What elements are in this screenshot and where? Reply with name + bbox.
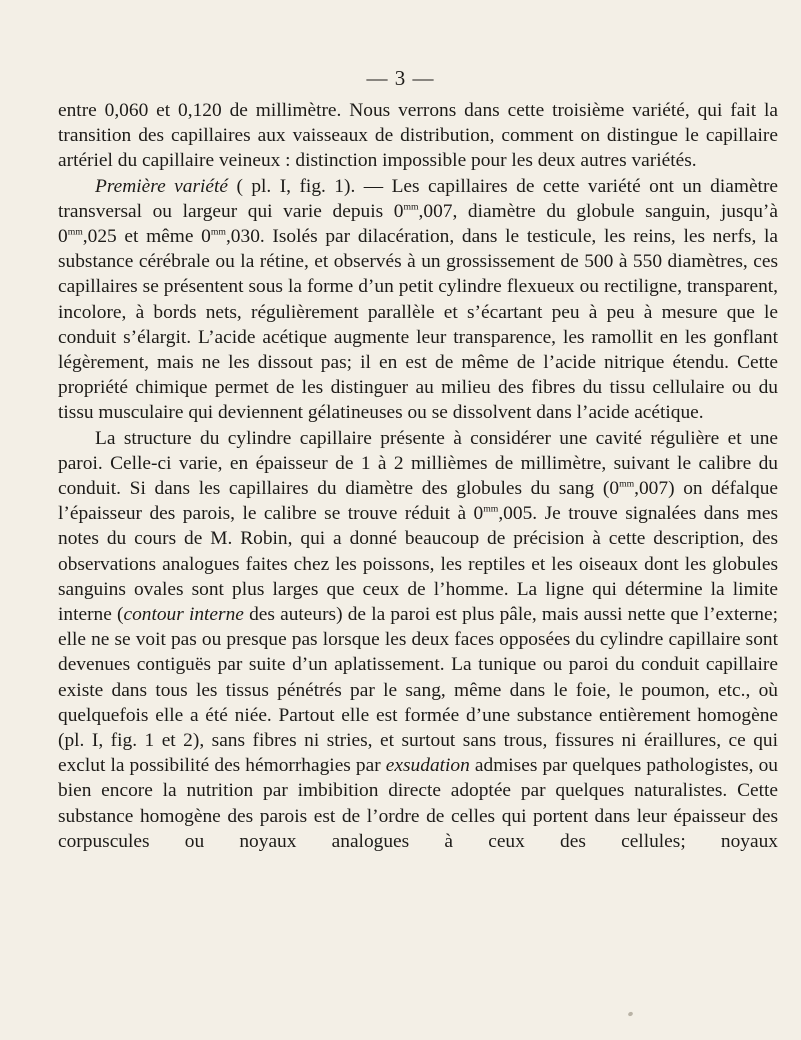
text-run: ,007, diamètre du globule sanguin, jusqu’à 0 — [58, 200, 778, 248]
superscript-run: mm — [619, 478, 635, 490]
superscript-run: mm — [483, 503, 499, 515]
text-run: ,030. Isolés par dilacération, dans le testicule, les reins, les nerfs, la substance cérébrale ou la rétine, et observés à un grossissement de 500 à 550 diamètres, ces capillaires se présentent sous la forme d’un petit cylindre flexueux ou rectiligne, transparent, incolore, à bords nets, régulièrement parallèle et s’écartant peu à peu à mesure que le conduit s’élargit. L’acide acétique augmente leur transparence, les ramollit en les gonflant légèrement, mais ne les dissout pas; il en est de même de l’acide nitrique étendu. Cette propriété chimique permet de les distinguer au milieu des fibres du tissu cellulaire ou du tissu musculaire qui deviennent gélatineuses ou se dissolvent dans l’acide acétique. — [58, 226, 778, 424]
superscript-run: mm — [67, 226, 83, 238]
text-run: des auteurs) de la paroi est plus pâle, mais aussi nette que l’externe; elle ne se voit pas ou presque pas lorsque les deux faces opposées du cylindre capillaire sont devenues contiguës par suite d’un aplatissement. La tunique ou paroi du conduit capillaire existe dans tous les tissus pénétrés par le sang, même dans le foie, le poumon, etc., où quelquefois elle a été niée. Partout elle est formée d’une substance entièrement homogène (pl. I, fig. 1 et 2), sans fibres ni stries, et surtout sans trous, fissures ni éraillures, ce qui exclut la possibilité des hémorrhagies par — [58, 604, 778, 777]
text-run: entre 0,060 et 0,120 de millimètre. Nous verrons dans cette troisième variété, qui fait la transition des capillaires aux vaisseaux de distribution, comment on distingue le capillaire artériel du capillaire veineux : distinction impossible pour les deux autres variétés. — [58, 100, 778, 172]
paragraph — [58, 98, 778, 174]
page-number: — 3 — — [366, 66, 435, 90]
text-run: admises par quelques pathologistes, ou bien encore la nutrition par imbibition directe adoptée par quelques naturalistes. Cette substance homogène des parois est de l’ordre de celles qui portent dans leur épaisseur des corpuscules ou noyaux analogues à ceux des cellules; noyaux — [58, 755, 778, 852]
paragraph — [58, 174, 778, 426]
ink-blot — [627, 1011, 633, 1017]
text-run: ,007) on défalque l’épaisseur des parois, le calibre se trouve réduit à 0 — [58, 478, 778, 525]
italic-run: exsudation — [385, 755, 470, 777]
paragraph — [58, 426, 778, 854]
body-text — [58, 98, 778, 854]
italic-run: contour interne — [123, 604, 244, 626]
text-run: La structure du cylindre capillaire présente à considérer une cavité régulière et une paroi. Celle-ci varie, en épaisseur de 1 à 2 millièmes de millimètre, suivant le calibre du conduit. Si dans les capillaires du diamètre des globules du sang (0 — [58, 427, 778, 500]
superscript-run: mm — [403, 201, 419, 213]
text-run: ( pl. I, fig. 1). — Les capillaires de cette variété ont un diamètre transversal ou largeur qui varie depuis 0 — [58, 175, 779, 222]
text-run: ,025 et même 0 — [82, 226, 211, 248]
italic-run: Première variété — [95, 175, 228, 197]
text-run: ,005. Je trouve signalées dans mes notes du cours de M. Robin, qui a donné beaucoup de précision à cette description, des observations analogues faites chez les poissons, les reptiles et les oiseaux dont les globules sanguins ovales sont plus larges que ceux de l’homme. La ligne qui détermine la limite interne ( — [58, 503, 778, 626]
superscript-run: mm — [210, 226, 226, 238]
